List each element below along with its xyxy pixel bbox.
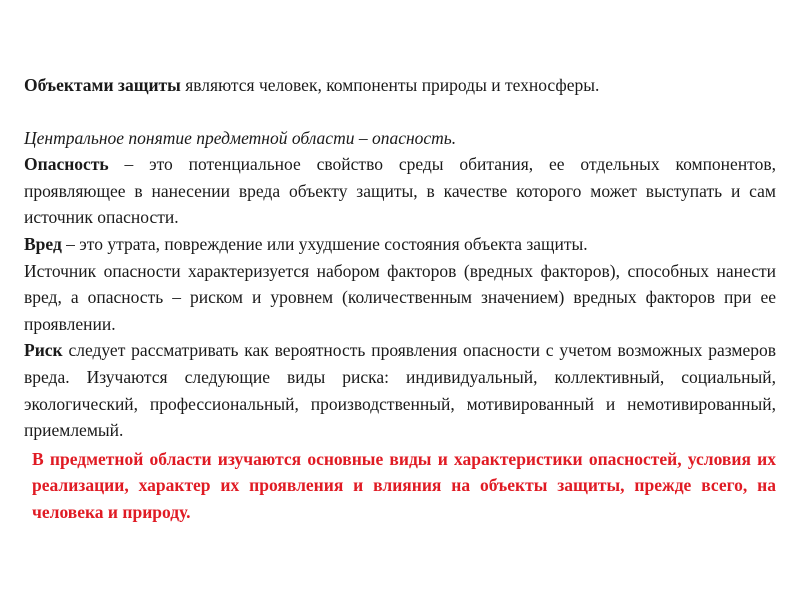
paragraph-danger-source: Источник опасности характеризуется набором факторов (вредных факторов), способных нанести вред, а опасность – риском и уровнем (количественным значением) вредных факторов при ее проявлении. (24, 260, 776, 334)
paragraph-central-concept: Центральное понятие предметной области – опасность. (24, 127, 457, 148)
paragraph-risk-definition (24, 337, 776, 443)
paragraph-danger-definition (24, 151, 776, 231)
paragraph-protection-objects (24, 72, 776, 99)
harm-definition-text: – это утрата, повреждение или ухудшение состояния объекта защиты. (61, 233, 588, 254)
paragraph-harm-definition (24, 231, 776, 258)
term-danger: Опасность (24, 154, 109, 175)
protection-objects-text: являются человек, компоненты природы и техносферы. (180, 75, 600, 95)
paragraph-spacer (24, 99, 776, 125)
term-protection-objects: Объектами защиты (24, 75, 181, 95)
danger-definition-text: – это потенциальное свойство среды обитания, ее отдельных компонентов, проявляющее в нанесении вреда объекту защиты, в качестве которого может выступать и сам источник опасности. (24, 154, 776, 228)
slide-content (24, 72, 776, 526)
risk-definition-text: следует рассматривать как вероятность проявления опасности с учетом возможных размеров вреда. Изучаются следующие виды риска: индивидуальный, коллективный, социальный, экологический, профессиональный, производственный, мотивированный и немотивированный, приемлемый. (24, 340, 776, 441)
term-harm: Вред (24, 233, 62, 254)
term-risk: Риск (24, 340, 63, 361)
paragraph-highlight-summary: В предметной области изучаются основные виды и характеристики опасностей, условия их реализации, характер их проявления и влияния на объекты защиты, прежде всего, на человека и природу. (32, 448, 776, 522)
